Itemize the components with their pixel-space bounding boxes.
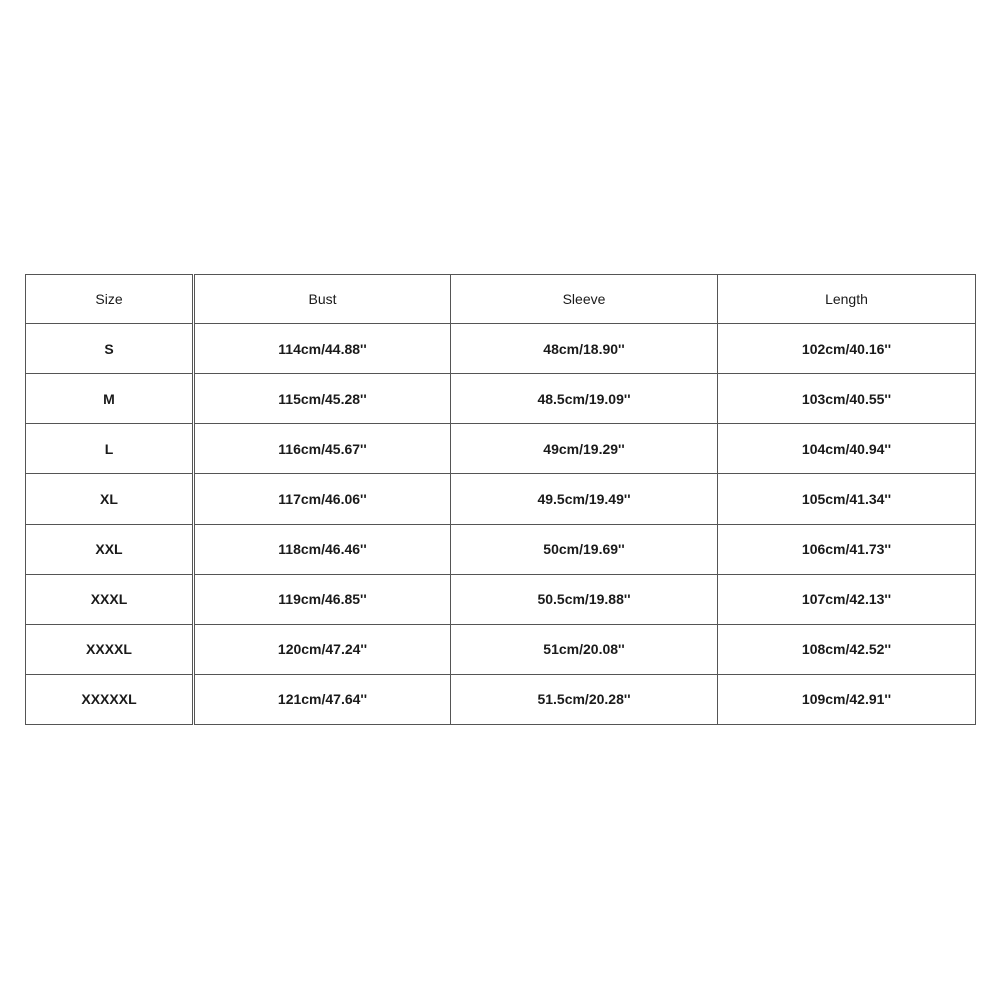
column-header-length: Length	[718, 275, 976, 324]
table-row	[26, 624, 976, 674]
table-row	[26, 474, 976, 524]
length-cell: 105cm/41.34''	[718, 474, 976, 524]
column-header-sleeve: Sleeve	[451, 275, 718, 324]
table-header-row	[26, 275, 976, 324]
size-cell: XXXXXL	[26, 674, 194, 724]
bust-cell: 118cm/46.46''	[194, 524, 451, 574]
size-cell: L	[26, 424, 194, 474]
length-cell: 107cm/42.13''	[718, 574, 976, 624]
sleeve-cell: 51cm/20.08''	[451, 624, 718, 674]
bust-cell: 119cm/46.85''	[194, 574, 451, 624]
table-row	[26, 574, 976, 624]
table-row	[26, 674, 976, 724]
size-cell: S	[26, 324, 194, 374]
length-cell: 103cm/40.55''	[718, 374, 976, 424]
size-cell: XL	[26, 474, 194, 524]
bust-cell: 121cm/47.64''	[194, 674, 451, 724]
sleeve-cell: 51.5cm/20.28''	[451, 674, 718, 724]
size-cell: XXXXL	[26, 624, 194, 674]
bust-cell: 116cm/45.67''	[194, 424, 451, 474]
bust-cell: 117cm/46.06''	[194, 474, 451, 524]
sleeve-cell: 50.5cm/19.88''	[451, 574, 718, 624]
table-row	[26, 324, 976, 374]
bust-cell: 120cm/47.24''	[194, 624, 451, 674]
size-cell: M	[26, 374, 194, 424]
size-cell: XXL	[26, 524, 194, 574]
length-cell: 104cm/40.94''	[718, 424, 976, 474]
sleeve-cell: 49.5cm/19.49''	[451, 474, 718, 524]
length-cell: 109cm/42.91''	[718, 674, 976, 724]
table-row	[26, 424, 976, 474]
column-header-bust: Bust	[194, 275, 451, 324]
sleeve-cell: 48.5cm/19.09''	[451, 374, 718, 424]
sleeve-cell: 48cm/18.90''	[451, 324, 718, 374]
column-header-size: Size	[26, 275, 194, 324]
size-chart-table	[25, 274, 976, 725]
sleeve-cell: 49cm/19.29''	[451, 424, 718, 474]
table-row	[26, 374, 976, 424]
bust-cell: 114cm/44.88''	[194, 324, 451, 374]
length-cell: 102cm/40.16''	[718, 324, 976, 374]
length-cell: 106cm/41.73''	[718, 524, 976, 574]
bust-cell: 115cm/45.28''	[194, 374, 451, 424]
size-cell: XXXL	[26, 574, 194, 624]
sleeve-cell: 50cm/19.69''	[451, 524, 718, 574]
length-cell: 108cm/42.52''	[718, 624, 976, 674]
table-row	[26, 524, 976, 574]
